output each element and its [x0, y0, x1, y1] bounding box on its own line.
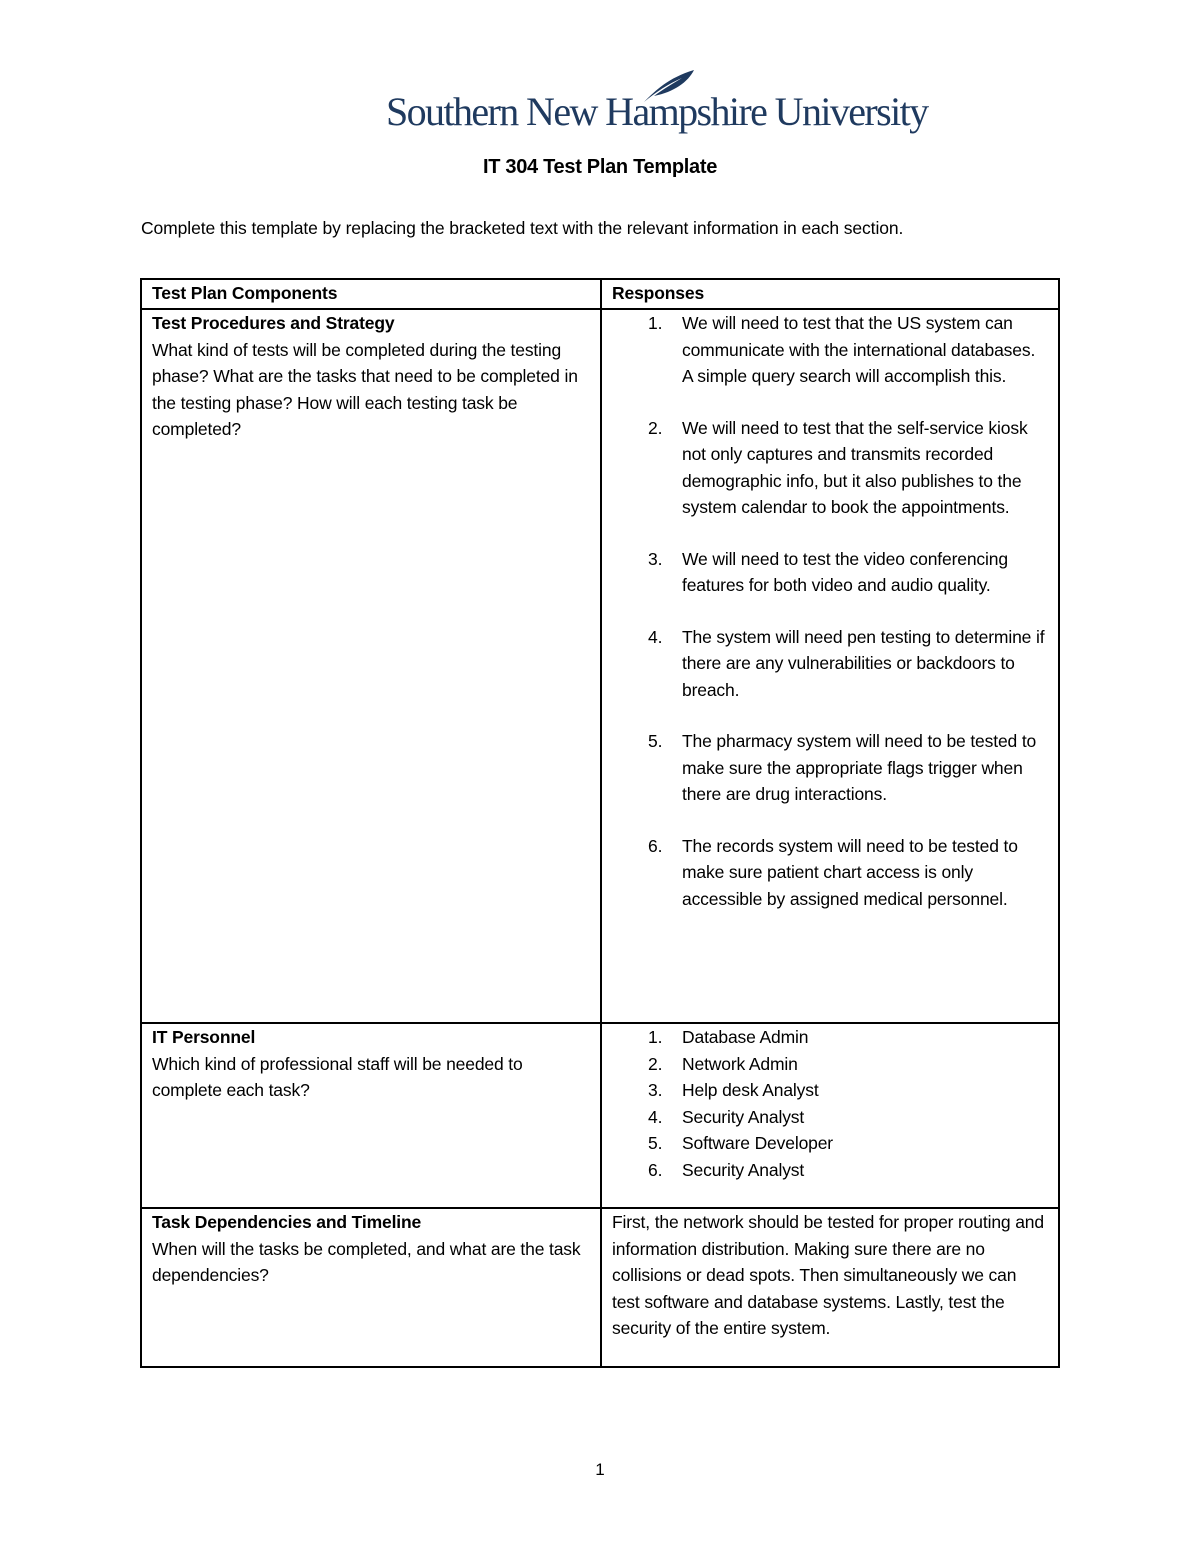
list-item: 4. The system will need pen testing to determine if there are any vulnerabilities or backdoors to breach.: [648, 626, 1045, 700]
component-title: IT Personnel: [152, 1027, 256, 1047]
response-text: First, the network should be tested for proper routing and information distribution. Making sure there are no collisions or dead spots. Then simultaneously we can test software and database systems. Lastly, test the security of the entire system.: [612, 1212, 1044, 1338]
university-logo: [386, 68, 928, 138]
component-question: What kind of tests will be completed during the testing phase? What are the tasks that need to be completed in the testing phase? How will each testing task be completed?: [152, 339, 578, 439]
table-row: [141, 1023, 1059, 1208]
list-item: 5. The pharmacy system will need to be tested to make sure the appropriate flags trigger when there are drug interactions.: [648, 731, 1037, 804]
list-item: 1. We will need to test that the US system can communicate with the international databases. A simple query search will accomplish this.: [648, 313, 1036, 386]
component-title: Test Procedures and Strategy: [152, 313, 395, 333]
response-cell: [601, 309, 1059, 1023]
response-cell: [601, 1208, 1059, 1367]
header-responses: Responses: [601, 279, 1059, 309]
list-item: 4. Security Analyst: [648, 1106, 805, 1127]
list-item: 6. The records system will need to be tested to make sure patient chart access is only accessible by assigned medical personnel.: [648, 835, 1018, 909]
component-cell: [141, 309, 601, 1023]
list-item: 5. Software Developer: [648, 1133, 833, 1153]
component-title: Task Dependencies and Timeline: [152, 1212, 422, 1232]
component-question: Which kind of professional staff will be needed to complete each task?: [152, 1053, 523, 1100]
test-plan-table: [140, 278, 1060, 1368]
logo-text: Southern New Hampshire University: [386, 89, 928, 134]
list-item: 3. Help desk Analyst: [648, 1080, 819, 1100]
header-components: Test Plan Components: [141, 279, 601, 309]
list-item: 6. Security Analyst: [648, 1159, 805, 1180]
table-row: [141, 309, 1059, 1023]
list-item: 3. We will need to test the video conferencing features for both video and audio quality.: [648, 548, 1008, 595]
document-title: IT 304 Test Plan Template: [482, 156, 718, 178]
list-item: 2. Network Admin: [648, 1053, 798, 1074]
component-cell: [141, 1023, 601, 1208]
response-list: [612, 1024, 1048, 1183]
page-number: 1: [595, 1460, 605, 1479]
instructions-text: Complete this template by replacing the bracketed text with the relevant information in each section.: [141, 218, 904, 238]
component-question: When will the tasks be completed, and what are the task dependencies?: [152, 1238, 581, 1285]
component-cell: [141, 1208, 601, 1367]
table-header-row: [141, 279, 1059, 309]
list-item: 2. We will need to test that the self-service kiosk not only captures and transmits recorded demographic info, but it also publishes to the system calendar to book the appointments.: [648, 417, 1028, 517]
response-list: [612, 310, 1048, 912]
response-cell: [601, 1023, 1059, 1208]
table-row: [141, 1208, 1059, 1367]
list-item: 1. Database Admin: [648, 1027, 809, 1047]
